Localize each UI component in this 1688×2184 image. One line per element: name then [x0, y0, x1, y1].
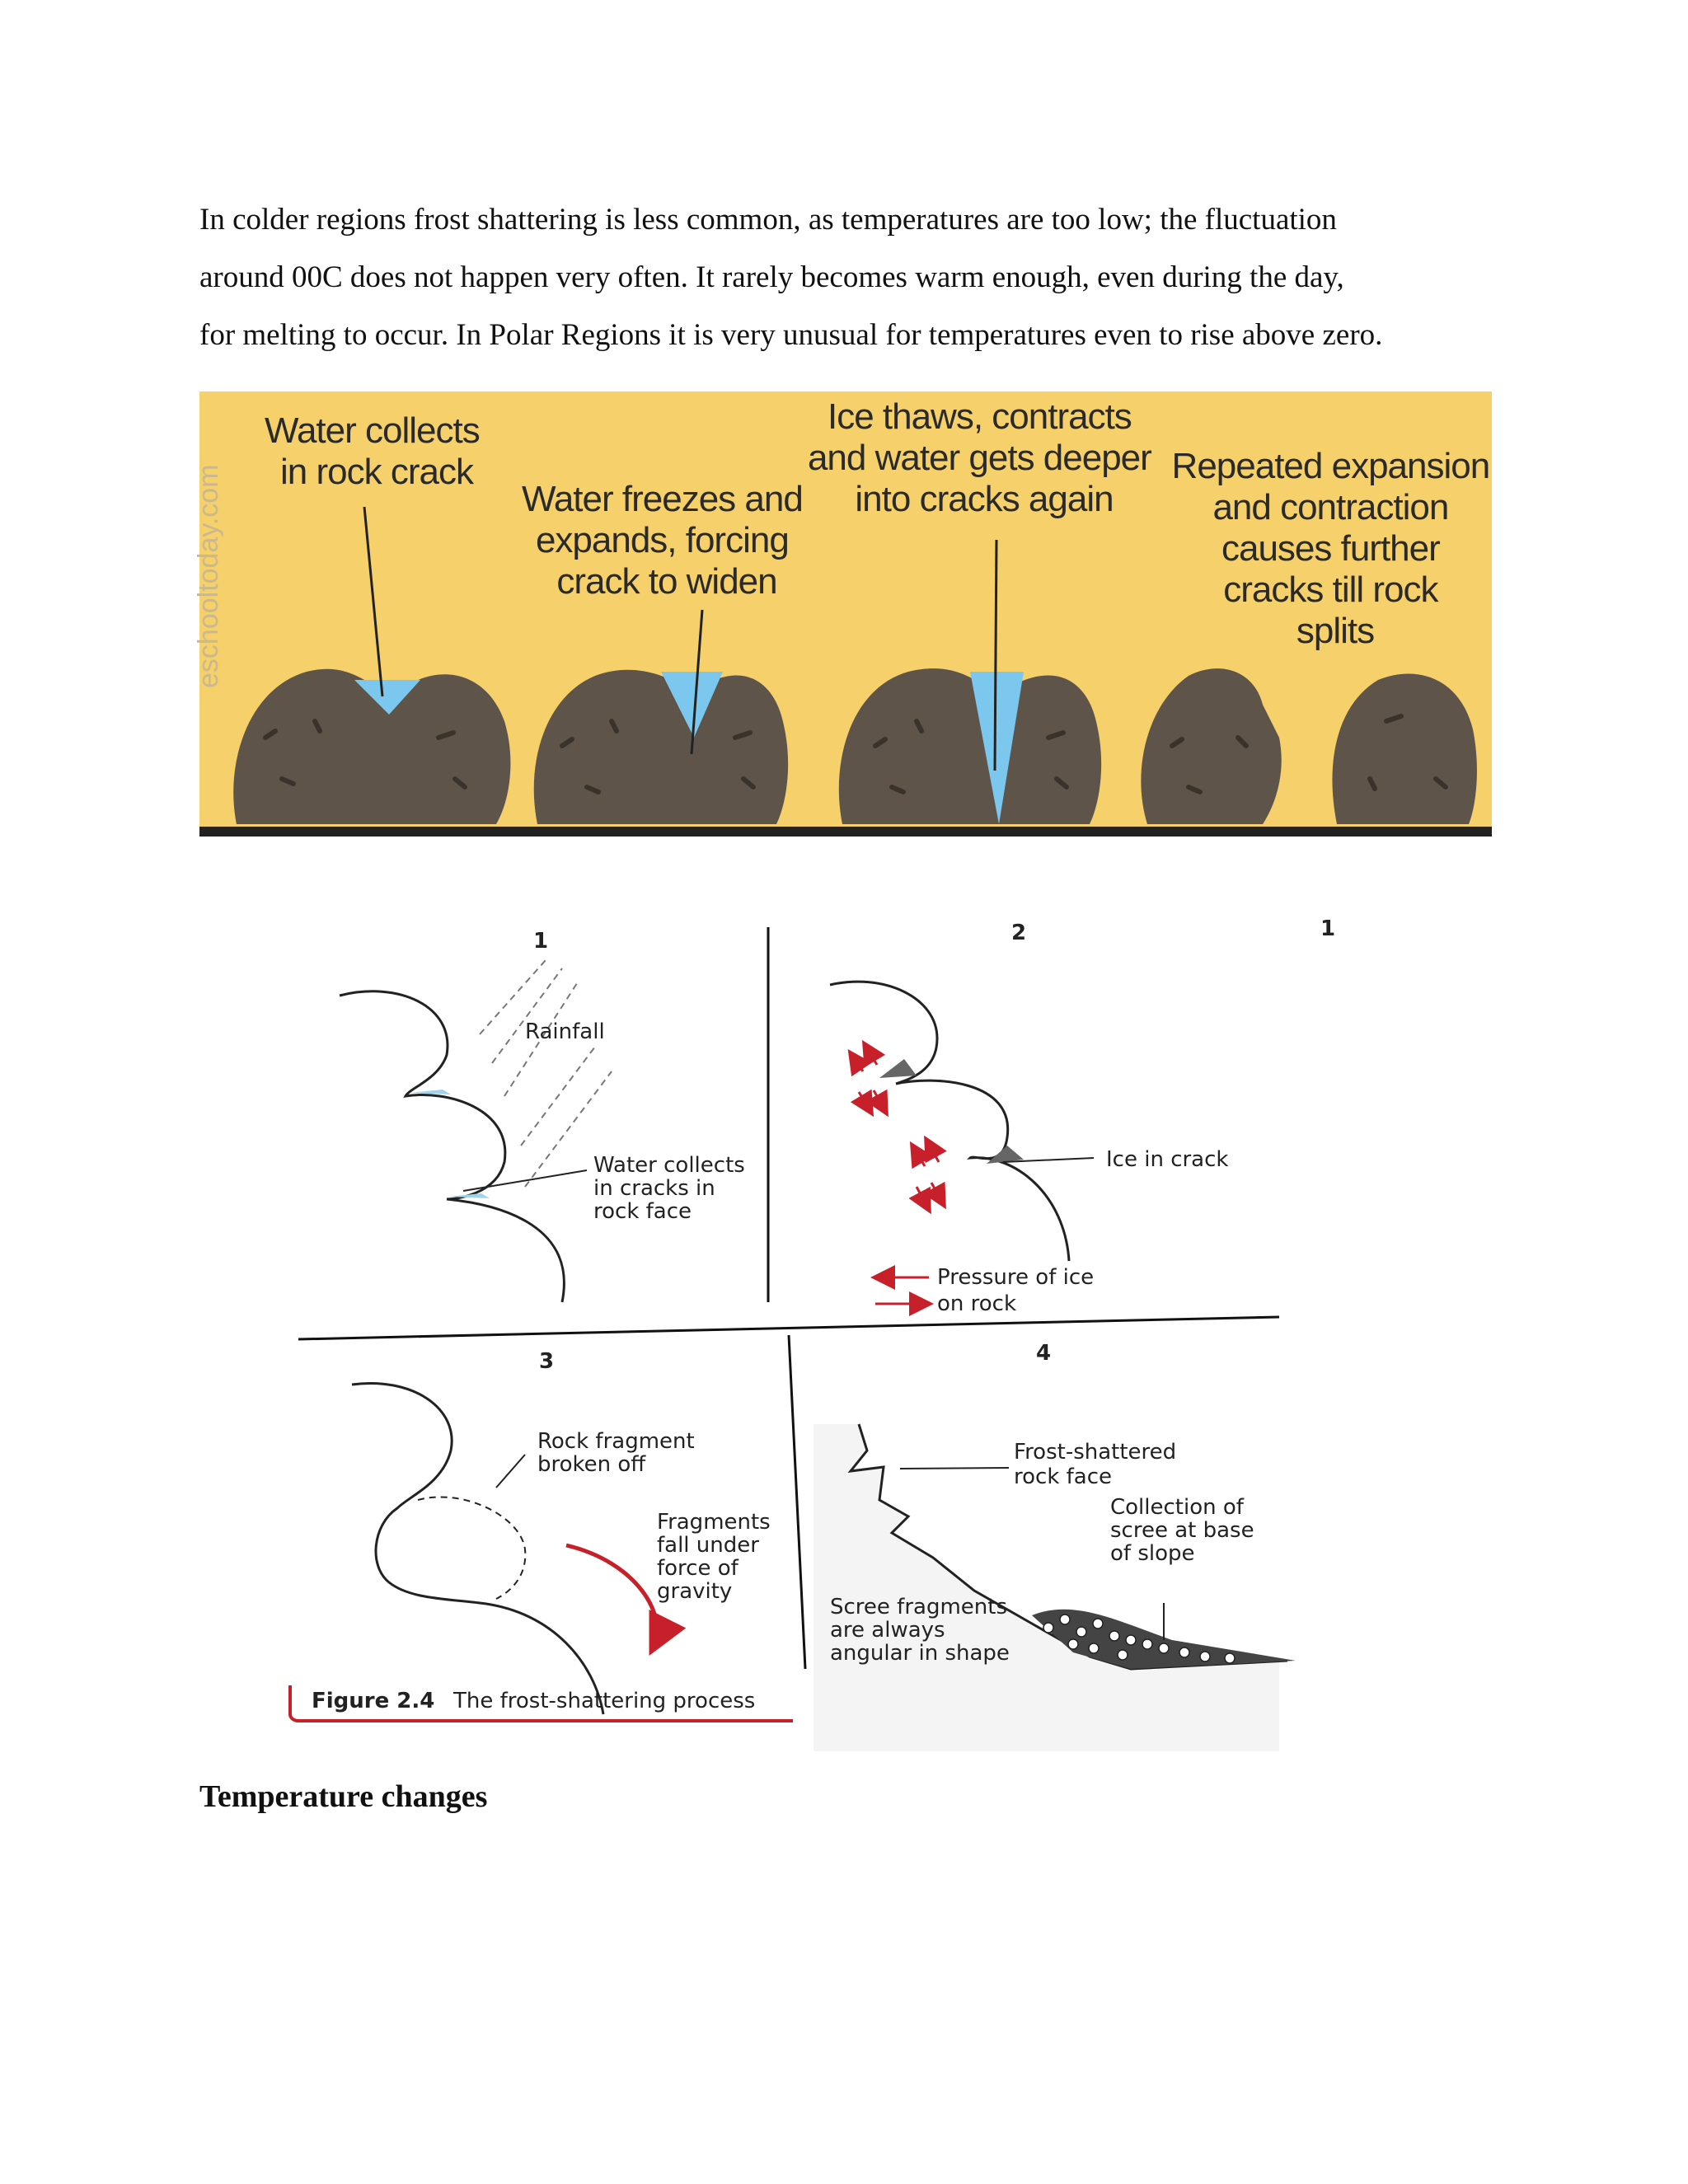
- panel-number: 3: [539, 1349, 555, 1374]
- paragraph-line: around 00C does not happen very often. It rarely becomes warm enough, even during the day,: [199, 260, 1344, 294]
- rainfall-label: Rainfall: [525, 1019, 605, 1044]
- scree-fragments-label: Scree fragments are always angular in shape: [830, 1595, 1010, 1666]
- watermark: eschooltoday.com: [193, 464, 224, 688]
- stage2-label: Water freezes and expands, forcing crack to widen: [521, 479, 803, 602]
- intro-paragraph: [199, 191, 1518, 364]
- frost-shattering-banner: [193, 391, 1492, 837]
- panel-number: 4: [1036, 1341, 1052, 1366]
- panel-number: 1: [533, 929, 549, 954]
- frost-shattered-label: Frost-shattered rock face: [1014, 1440, 1177, 1489]
- stage1-label: Water collects in rock crack: [265, 410, 480, 492]
- rock-fragment-label: Rock fragment broken off: [537, 1429, 695, 1477]
- figure-number: Figure 2.4: [312, 1689, 435, 1713]
- frost-shattering-diagram: [199, 874, 1353, 1747]
- collection-of-scree-label: Collection of scree at base of slope: [1110, 1495, 1254, 1566]
- panel-number: 1: [1320, 916, 1336, 941]
- panel-number: 2: [1011, 921, 1027, 945]
- stage3-label: Ice thaws, contracts and water gets deeper into cracks again: [807, 396, 1151, 519]
- fragments-fall-label: Fragments fall under force of gravity: [657, 1510, 771, 1604]
- section-heading: Temperature changes: [199, 1779, 488, 1814]
- figure-title: The frost-shattering process: [453, 1689, 756, 1713]
- pressure-of-ice-label: Pressure of ice on rock: [937, 1265, 1095, 1316]
- water-collects-label: Water collects in cracks in rock face: [593, 1153, 745, 1224]
- paragraph-line: for melting to occur. In Polar Regions it is very unusual for temperatures even to rise above zero.: [199, 318, 1383, 352]
- stage4-label: Repeated expansion and contraction causes further cracks till rock splits: [1171, 446, 1490, 651]
- banner-bottom-bar: [199, 827, 1492, 837]
- ice-in-crack-label: Ice in crack: [1106, 1147, 1229, 1172]
- paragraph-line: In colder regions frost shattering is less common, as temperatures are too low; the fluctuation: [199, 203, 1337, 237]
